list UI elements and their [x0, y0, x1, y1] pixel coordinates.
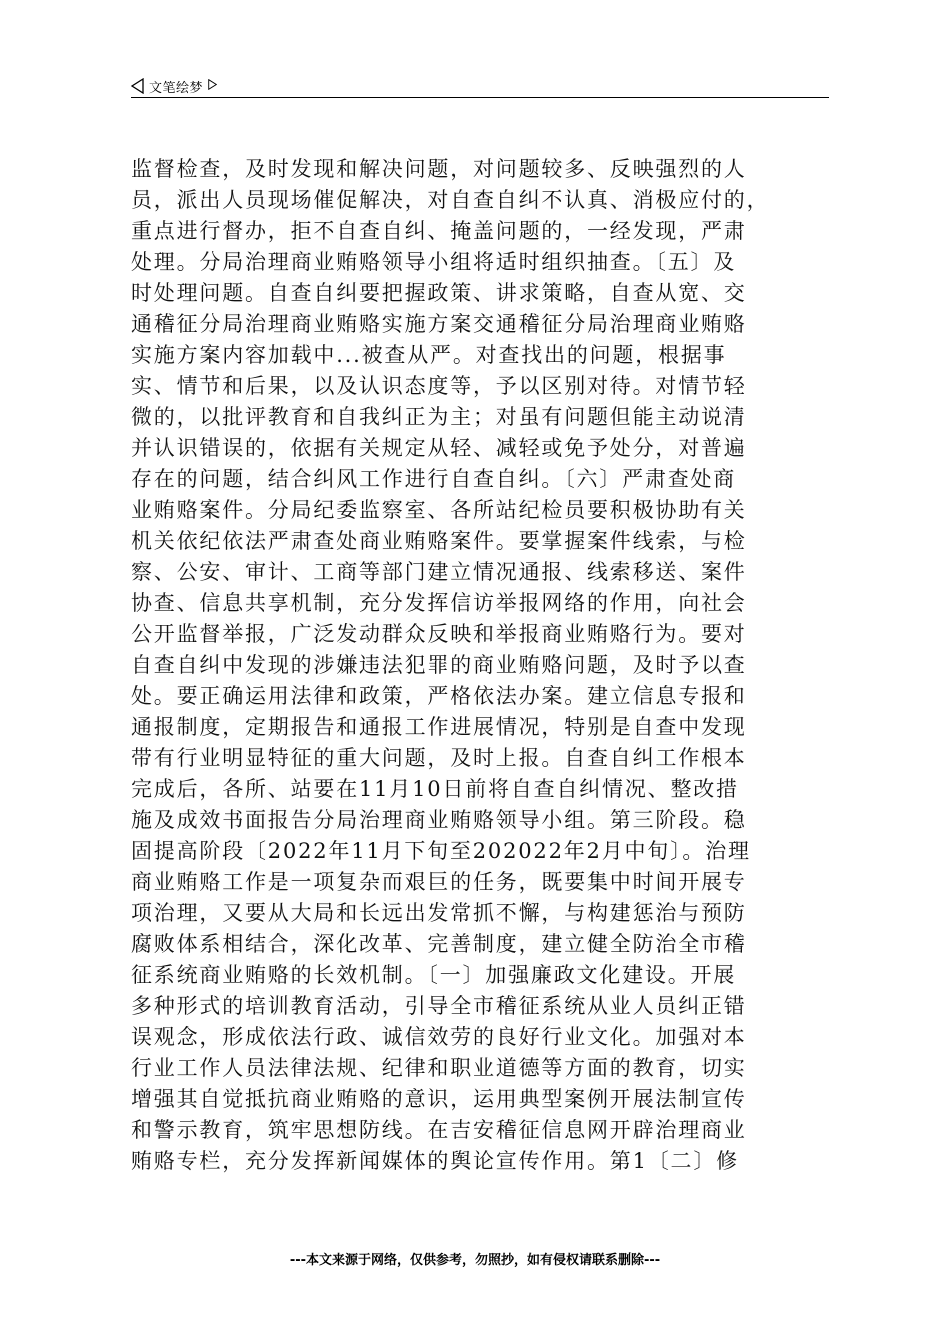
text-line: 带有行业明显特征的重大问题，及时上报。自查自纠工作根本 [131, 746, 747, 770]
text-line: 察、公安、审计、工商等部门建立情况通报、线索移送、案件 [131, 560, 747, 584]
text-line: 行业工作人员法律法规、纪律和职业道德等方面的教育，切实 [131, 1056, 747, 1080]
text-line: 重点进行督办，拒不自查自纠、掩盖问题的，一经发现，严肃 [131, 219, 747, 243]
text-line: 微的，以批评教育和自我纠正为主；对虽有问题但能主动说清 [131, 405, 747, 429]
text-line: 员，派出人员现场催促解决，对自查自纠不认真、消极应付的， [131, 188, 770, 212]
brand-label: 文笔绘梦 [149, 80, 204, 96]
text-line: 实、情节和后果，以及认识态度等，予以区别对待。对情节轻 [131, 374, 747, 398]
text-line: 处。要正确运用法律和政策，严格依法办案。建立信息专报和 [131, 684, 747, 708]
text-line: 多种形式的培训教育活动，引导全市稽征系统从业人员纠正错 [131, 994, 747, 1018]
text-line: 贿赂专栏，充分发挥新闻媒体的舆论宣传作用。第1〔二〕修 [131, 1149, 739, 1173]
triangle-left-icon [131, 78, 144, 94]
text-line: 并认识错误的，依据有关规定从轻、减轻或免予处分，对普遍 [131, 436, 747, 460]
text-line: 业贿赂案件。分局纪委监察室、各所站纪检员要积极协助有关 [131, 498, 747, 522]
text-line: 误观念，形成依法行政、诚信效劳的良好行业文化。加强对本 [131, 1025, 747, 1049]
text-line: 协查、信息共享机制，充分发挥信访举报网络的作用，向社会 [131, 591, 747, 615]
text-line: 完成后，各所、站要在11月10日前将自查自纠情况、整改措 [131, 777, 739, 801]
body-paragraph [131, 154, 837, 1177]
text-line: 征系统商业贿赂的长效机制。〔一〕加强廉政文化建设。开展 [131, 963, 737, 987]
page-header [131, 74, 829, 98]
text-line: 通报制度，定期报告和通报工作进展情况，特别是自查中发现 [131, 715, 747, 739]
text-line: 商业贿赂工作是一项复杂而艰巨的任务，既要集中时间开展专 [131, 870, 747, 894]
text-line: 处理。分局治理商业贿赂领导小组将适时组织抽查。〔五〕及 [131, 250, 737, 274]
text-line: 监督检查，及时发现和解决问题，对问题较多、反映强烈的人 [131, 157, 747, 181]
footer-disclaimer: ---本文来源于网络，仅供参考，勿照抄，如有侵权请联系删除--- [289, 1253, 661, 1268]
text-line: 自查自纠中发现的涉嫌违法犯罪的商业贿赂问题，及时予以查 [131, 653, 747, 677]
text-line: 时处理问题。自查自纠要把握政策、讲求策略，自查从宽、交 [131, 281, 747, 305]
text-line: 机关依纪依法严肃查处商业贿赂案件。要掌握案件线索，与检 [131, 529, 747, 553]
text-line: 公开监督举报，广泛发动群众反映和举报商业贿赂行为。要对 [131, 622, 747, 646]
header-rule [131, 97, 829, 98]
text-line: 和警示教育，筑牢思想防线。在吉安稽征信息网开辟治理商业 [131, 1118, 747, 1142]
text-line: 增强其自觉抵抗商业贿赂的意识，运用典型案例开展法制宣传 [131, 1087, 747, 1111]
text-line: 通稽征分局治理商业贿赂实施方案交通稽征分局治理商业贿赂 [131, 312, 747, 336]
text-line: 施及成效书面报告分局治理商业贿赂领导小组。第三阶段。稳 [131, 808, 747, 832]
text-line: 项治理，又要从大局和长远出发常抓不懈，与构建惩治与预防 [131, 901, 747, 925]
triangle-right-icon [208, 79, 217, 90]
text-line: 腐败体系相结合，深化改革、完善制度，建立健全防治全市稽 [131, 932, 747, 956]
text-line: 存在的问题，结合纠风工作进行自查自纠。〔六〕严肃查处商 [131, 467, 737, 491]
text-line: 实施方案内容加载中...被查从严。对查找出的问题，根据事 [131, 343, 727, 367]
text-line: 固提高阶段〔2022年11月下旬至202022年2月中旬〕。治理 [131, 839, 751, 863]
